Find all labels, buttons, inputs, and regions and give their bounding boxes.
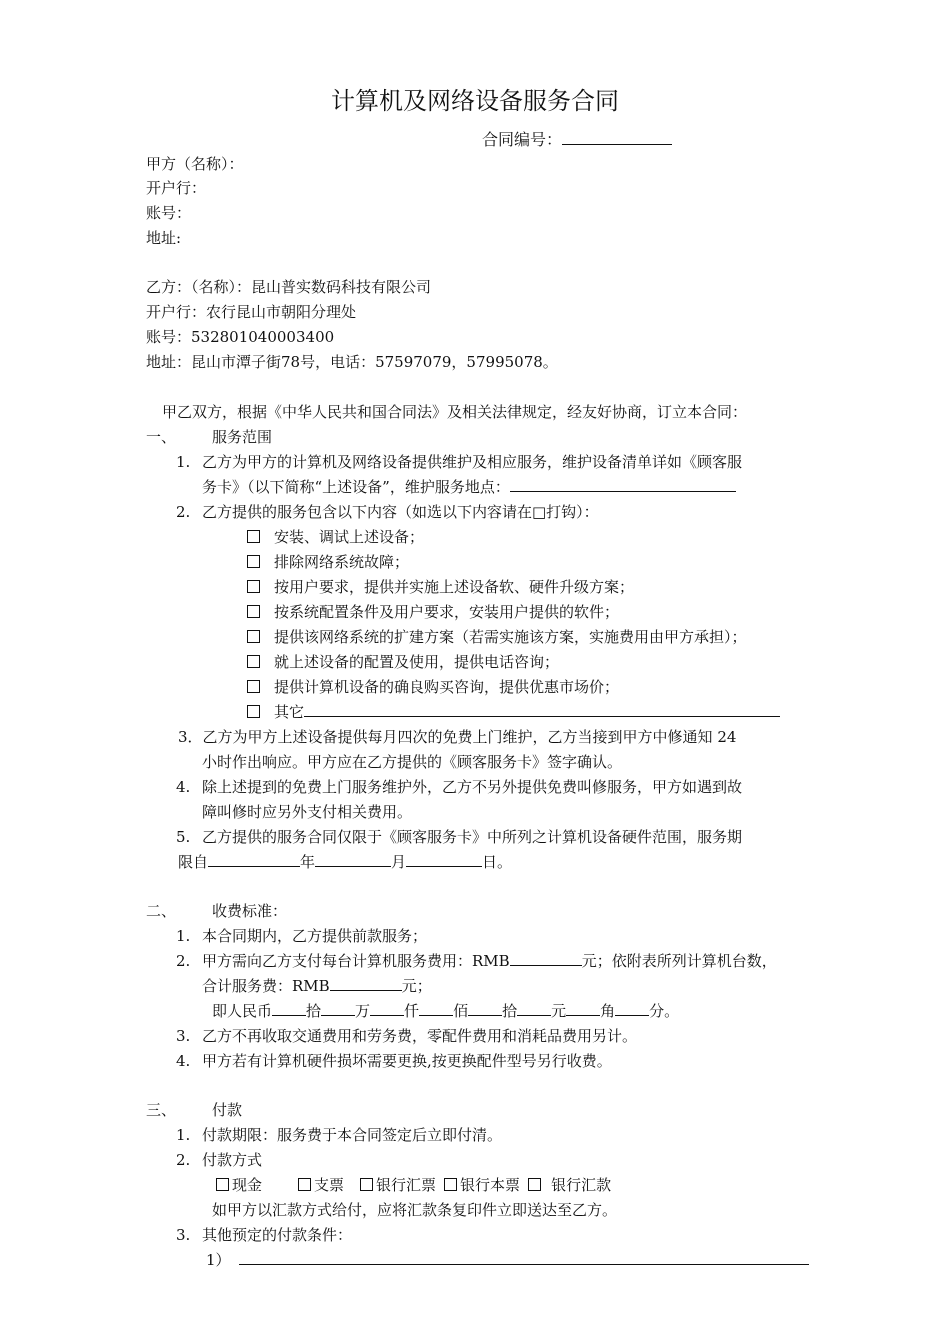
amount-blank xyxy=(272,1001,306,1016)
service-option-2[interactable] xyxy=(247,552,409,572)
checkbox-icon[interactable] xyxy=(247,580,260,593)
payment-method-label: 银行汇款 xyxy=(551,1176,612,1194)
payment-methods-row xyxy=(216,1175,611,1195)
s1-item1-number: 1. xyxy=(176,453,191,471)
s2-item4-number: 4. xyxy=(176,1052,191,1070)
month-blank xyxy=(315,852,391,867)
s2-item4-text: 甲方若有计算机硬件损坏需要更换,按更换配件型号另行收费。 xyxy=(202,1052,612,1070)
year-label: 年 xyxy=(300,853,316,871)
payment-method-check[interactable] xyxy=(298,1176,344,1194)
service-option-5[interactable] xyxy=(247,627,747,647)
payment-method-bank-draft[interactable] xyxy=(360,1176,436,1194)
party-a-bank: 开户行： xyxy=(146,179,207,197)
service-option-3[interactable] xyxy=(247,577,634,597)
contract-number-line xyxy=(482,130,672,150)
total-fee-label: 合计服务费：RMB xyxy=(202,977,330,995)
payment-method-cashier-check[interactable] xyxy=(444,1176,520,1194)
service-option-8[interactable] xyxy=(247,702,780,722)
amount-blank xyxy=(321,1001,355,1016)
unit-label: 佰 xyxy=(453,1002,469,1020)
party-b-name: 乙方：（名称）：昆山普实数码科技有限公司 xyxy=(146,278,432,296)
s3-item1-number: 1. xyxy=(176,1126,191,1144)
amount-blank xyxy=(370,1001,404,1016)
service-option-label: 提供该网络系统的扩建方案（若需实施该方案，实施费用由甲方承担）； xyxy=(274,628,747,646)
s1-item1-line2 xyxy=(202,477,736,497)
intro-paragraph: 甲乙双方，根据《中华人民共和国合同法》及相关法律规定，经友好协商，订立本合同： xyxy=(162,403,748,421)
section-1-number: 一、 xyxy=(146,428,177,446)
payment-method-bank-transfer[interactable] xyxy=(528,1176,611,1194)
s1-item5-line1: 乙方提供的服务合同仅限于《顾客服务卡》中所列之计算机设备硬件范围，服务期 xyxy=(202,828,743,846)
contract-number-blank xyxy=(562,130,672,145)
s1-item3-line1: 3．乙方为甲方上述设备提供每月四次的免费上门维护，乙方当接到甲方中修通知 24 xyxy=(178,728,737,746)
s3-item3-text: 其他预定的付款条件： xyxy=(202,1226,353,1244)
amount-blank xyxy=(517,1001,551,1016)
unit-label: 拾 xyxy=(306,1002,322,1020)
payment-method-label: 现金 xyxy=(232,1176,263,1194)
day-blank xyxy=(406,852,482,867)
unit-label: 分。 xyxy=(649,1002,680,1020)
checkbox-icon[interactable] xyxy=(216,1178,229,1191)
unit-label: 仟 xyxy=(404,1002,420,1020)
contract-number-label: 合同编号： xyxy=(482,130,563,149)
s1-item4-line2: 障叫修时应另外支付相关费用。 xyxy=(202,803,413,821)
day-label: 日。 xyxy=(482,853,513,871)
party-b-bank: 开户行：农行昆山市朝阳分理处 xyxy=(146,303,357,321)
year-blank xyxy=(208,852,300,867)
checkbox-icon[interactable] xyxy=(247,680,260,693)
rmb-prefix: 即人民币 xyxy=(212,1002,273,1020)
section-3-number: 三、 xyxy=(146,1101,177,1119)
service-option-label: 按用户要求，提供并实施上述设备软、硬件升级方案； xyxy=(274,578,635,596)
section-3-title: 付款 xyxy=(212,1101,243,1119)
s2-item1-number: 1. xyxy=(176,927,191,945)
checkbox-icon[interactable] xyxy=(247,655,260,668)
section-1-title: 服务范围 xyxy=(212,428,273,446)
s1-item3-line2: 小时作出响应。甲方应在乙方提供的《顾客服务卡》签字确认。 xyxy=(202,753,623,771)
s2-item3-number: 3. xyxy=(176,1027,191,1045)
checkbox-icon[interactable] xyxy=(247,630,260,643)
unit-label: 角 xyxy=(600,1002,616,1020)
other-payment-condition-1 xyxy=(206,1250,809,1270)
sub-item-number: 1） xyxy=(206,1251,231,1269)
service-period-prefix: 限自 xyxy=(178,853,209,871)
s2-item2-number: 2. xyxy=(176,952,191,970)
amount-blank xyxy=(615,1001,649,1016)
checkbox-icon[interactable] xyxy=(528,1178,541,1191)
s1-item1-line2-text: 务卡》（以下简称“上述设备”，维护服务地点： xyxy=(202,478,510,496)
service-option-label: 按系统配置条件及用户要求，安装用户提供的软件； xyxy=(274,603,620,621)
payment-method-cash[interactable] xyxy=(216,1176,262,1194)
service-option-4[interactable] xyxy=(247,602,619,622)
s3-item2-number: 2. xyxy=(176,1151,191,1169)
s1-item4-number: 4. xyxy=(176,778,191,796)
checkbox-icon[interactable] xyxy=(360,1178,373,1191)
amount-blank xyxy=(468,1001,502,1016)
checkbox-icon[interactable] xyxy=(247,530,260,543)
checkbox-icon[interactable] xyxy=(247,705,260,718)
service-option-7[interactable] xyxy=(247,677,619,697)
party-a-name: 甲方（名称）： xyxy=(146,155,244,173)
s1-item5-line2 xyxy=(178,852,512,872)
party-b-address: 地址：昆山市潭子街78号，电话：57597079，57995078。 xyxy=(146,353,558,371)
service-option-label: 安装、调试上述设备； xyxy=(274,528,425,546)
s3-item2-text: 付款方式 xyxy=(202,1151,263,1169)
remittance-note: 如甲方以汇款方式给付，应将汇款条复印件立即送达至乙方。 xyxy=(212,1201,618,1219)
s2-item3-text: 乙方不再收取交通费用和劳务费，零配件费用和消耗品费用另计。 xyxy=(202,1027,638,1045)
payment-method-label: 银行本票 xyxy=(460,1176,521,1194)
checkbox-icon[interactable] xyxy=(247,605,260,618)
amount-blank xyxy=(419,1001,453,1016)
service-option-label: 其它 xyxy=(274,703,305,721)
payment-condition-blank xyxy=(239,1250,809,1265)
total-fee-suffix: 元； xyxy=(401,977,432,995)
total-fee-blank xyxy=(330,976,402,991)
party-a-account: 账号： xyxy=(146,204,192,222)
checkbox-icon[interactable] xyxy=(247,555,260,568)
fee-per-computer-suffix: 元；依附表所列计算机台数， xyxy=(581,952,777,970)
s3-item3-number: 3. xyxy=(176,1226,191,1244)
service-option-1[interactable] xyxy=(247,527,424,547)
s2-item1-text: 本合同期内，乙方提供前款服务； xyxy=(202,927,428,945)
s1-item2-number: 2. xyxy=(176,503,191,521)
service-location-blank xyxy=(510,477,736,492)
checkbox-icon[interactable] xyxy=(298,1178,311,1191)
payment-method-label: 银行汇票 xyxy=(376,1176,437,1194)
service-option-6[interactable] xyxy=(247,652,559,672)
s2-item2-line1 xyxy=(202,951,777,971)
checkbox-icon[interactable] xyxy=(444,1178,457,1191)
section-2-number: 二、 xyxy=(146,902,177,920)
party-b-account: 账号：532801040003400 xyxy=(146,328,335,346)
rmb-amount-line xyxy=(212,1001,679,1021)
fee-per-computer-blank xyxy=(510,951,582,966)
service-option-label: 就上述设备的配置及使用，提供电话咨询； xyxy=(274,653,560,671)
service-option-label: 提供计算机设备的确良购买咨询，提供优惠市场价； xyxy=(274,678,620,696)
section-2-title: 收费标准： xyxy=(212,902,288,920)
s2-item2-line2 xyxy=(202,976,432,996)
s1-item2-text: 乙方提供的服务包含以下内容（如选以下内容请在□打钩）： xyxy=(202,503,599,521)
unit-label: 元 xyxy=(551,1002,567,1020)
amount-blank xyxy=(566,1001,600,1016)
party-a-address: 地址: xyxy=(146,229,182,247)
unit-label: 拾 xyxy=(502,1002,518,1020)
unit-label: 万 xyxy=(355,1002,371,1020)
payment-method-label: 支票 xyxy=(314,1176,345,1194)
s1-item1-line1: 乙方为甲方的计算机及网络设备提供维护及相应服务，维护设备清单详如《顾客服 xyxy=(202,453,743,471)
month-label: 月 xyxy=(391,853,407,871)
s3-item1-text: 付款期限：服务费于本合同签定后立即付清。 xyxy=(202,1126,503,1144)
service-option-label: 排除网络系统故障； xyxy=(274,553,410,571)
s1-item5-number: 5. xyxy=(176,828,191,846)
other-service-blank xyxy=(304,702,780,717)
fee-per-computer-label: 甲方需向乙方支付每台计算机服务费用：RMB xyxy=(202,952,510,970)
s1-item4-line1: 除上述提到的免费上门服务维护外，乙方不另外提供免费叫修服务，甲方如遇到故 xyxy=(202,778,743,796)
document-title: 计算机及网络设备服务合同 xyxy=(331,87,619,115)
